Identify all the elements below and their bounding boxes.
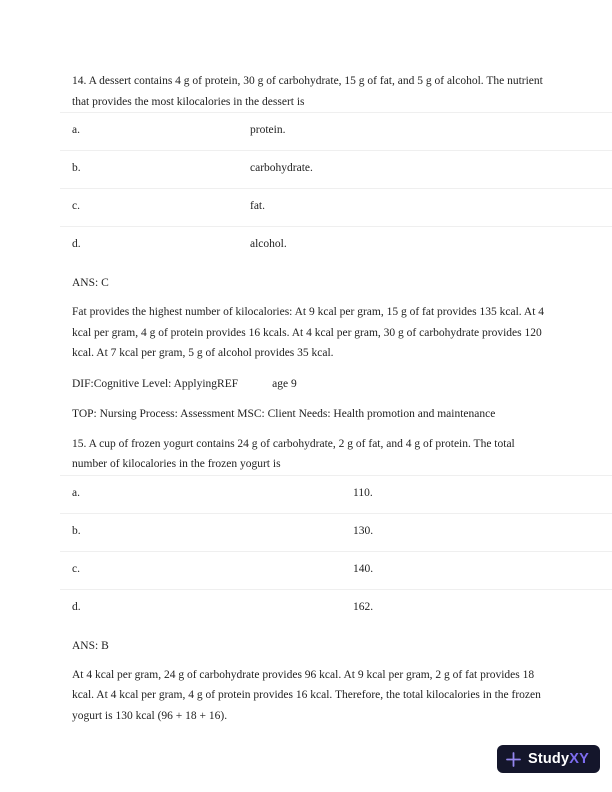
option-row-d — [60, 226, 612, 264]
question-14-top-line: TOP: Nursing Process: Assessment MSC: Client Needs: Health promotion and maintenance — [72, 407, 496, 420]
option-text: fat. — [250, 200, 266, 212]
option-row-c — [60, 551, 612, 589]
question-15-rationale: At 4 kcal per gram, 24 g of carbohydrate provides 96 kcal. At 9 kcal per gram, 2 g of fat provides 18 kcal. At 4 kcal per gram, 4 g of protein provides 16 kcal. Therefore, the total kilocalories in the frozen yogurt is 130 kcal (96 + 18 + 16). — [72, 668, 541, 722]
question-15-stem: 15. A cup of frozen yogurt contains 24 g of carbohydrate, 2 g of fat, and 4 g of protein. The total number of kilocalories in the frozen yogurt is — [72, 437, 515, 470]
option-letter: d. — [72, 238, 81, 250]
option-text: 110. — [353, 486, 373, 499]
option-text: alcohol. — [250, 238, 287, 250]
question-15-answer: ANS: B — [72, 639, 109, 652]
option-row-d — [60, 589, 612, 627]
studyxy-brand-badge[interactable] — [497, 745, 600, 773]
option-row-c — [60, 188, 612, 226]
option-letter: b. — [72, 162, 81, 174]
brand-name-primary: Study — [527, 751, 570, 767]
dif-label: DIF:Cognitive Level: ApplyingREF — [72, 377, 239, 390]
option-row-a — [60, 112, 612, 150]
option-text: protein. — [250, 124, 286, 136]
question-14-rationale: Fat provides the highest number of kilocalories: At 9 kcal per gram, 15 g of fat provides 135 kcal. At 4 kcal per gram, 4 g of protein provides 16 kcals. At 4 kcal per gram, 30 g of carbohydrate provides 120 kcal. At 7 kcal per gram, 5 g of alcohol provides 35 kcal. — [72, 306, 545, 359]
option-text: 140. — [353, 562, 374, 575]
option-letter: d. — [72, 600, 81, 613]
option-row-b — [60, 513, 612, 551]
option-letter: c. — [72, 562, 80, 575]
question-14-stem: 14. A dessert contains 4 g of protein, 30 g of carbohydrate, 15 g of fat, and 5 g of alcohol. The nutrient that provides the most kilocalories in the dessert is — [72, 75, 543, 108]
option-row-b — [60, 150, 612, 188]
option-text: 130. — [353, 524, 374, 537]
question-14-options — [60, 112, 612, 264]
option-text: 162. — [353, 600, 374, 613]
question-14-answer: ANS: C — [72, 277, 109, 289]
brand-name-accent: XY — [569, 751, 589, 767]
ref-value: age 9 — [272, 377, 297, 390]
question-14-dif-line — [72, 374, 546, 394]
option-letter: a. — [72, 124, 80, 136]
question-15-options — [60, 475, 612, 627]
option-text: carbohydrate. — [250, 162, 313, 174]
plus-icon — [506, 752, 521, 767]
option-row-a — [60, 475, 612, 513]
option-letter: c. — [72, 200, 80, 212]
option-letter: b. — [72, 524, 81, 537]
option-letter: a. — [72, 486, 80, 499]
